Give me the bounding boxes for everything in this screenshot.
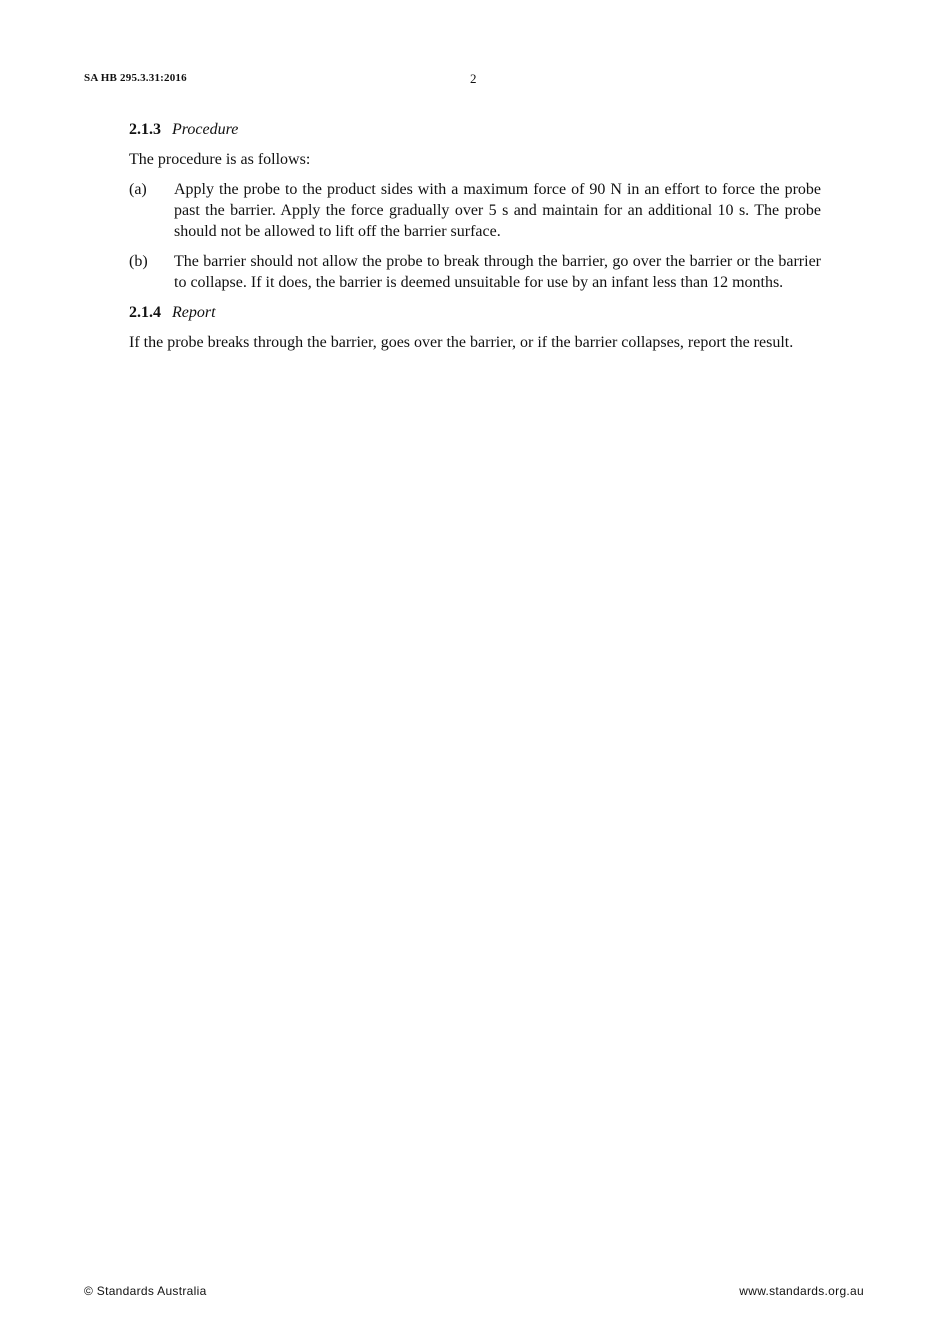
list-item-text: The barrier should not allow the probe to break through the barrier, go over the barrier or the barrier to collapse. If it does, the barrier is deemed unsuitable for use by an infant less than 12 months. (174, 253, 821, 291)
document-body (129, 119, 821, 362)
procedure-intro: The procedure is as follows: (129, 151, 311, 168)
list-marker: (b) (129, 253, 148, 270)
report-text: If the probe breaks through the barrier, goes over the barrier, or if the barrier collapses, report the result. (129, 334, 794, 351)
page-number: 2 (470, 71, 477, 86)
section-title: Report (172, 304, 216, 321)
copyright-notice: © Standards Australia (84, 1284, 207, 1298)
section-number: 2.1.3 (129, 121, 161, 138)
section-number: 2.1.4 (129, 304, 161, 321)
section-heading-report (129, 302, 821, 323)
list-marker: (a) (129, 181, 147, 198)
website-url: www.standards.org.au (739, 1284, 864, 1298)
list-item (129, 251, 821, 293)
section-heading-procedure (129, 119, 821, 140)
section-title: Procedure (172, 121, 239, 138)
list-item (129, 179, 821, 242)
list-item-text: Apply the probe to the product sides with a maximum force of 90 N in an effort to force the probe past the barrier. Apply the force gradually over 5 s and maintain for an additional 10 s. The probe should not be allowed to lift off the barrier surface. (174, 181, 821, 240)
document-id: SA HB 295.3.31:2016 (84, 72, 187, 84)
